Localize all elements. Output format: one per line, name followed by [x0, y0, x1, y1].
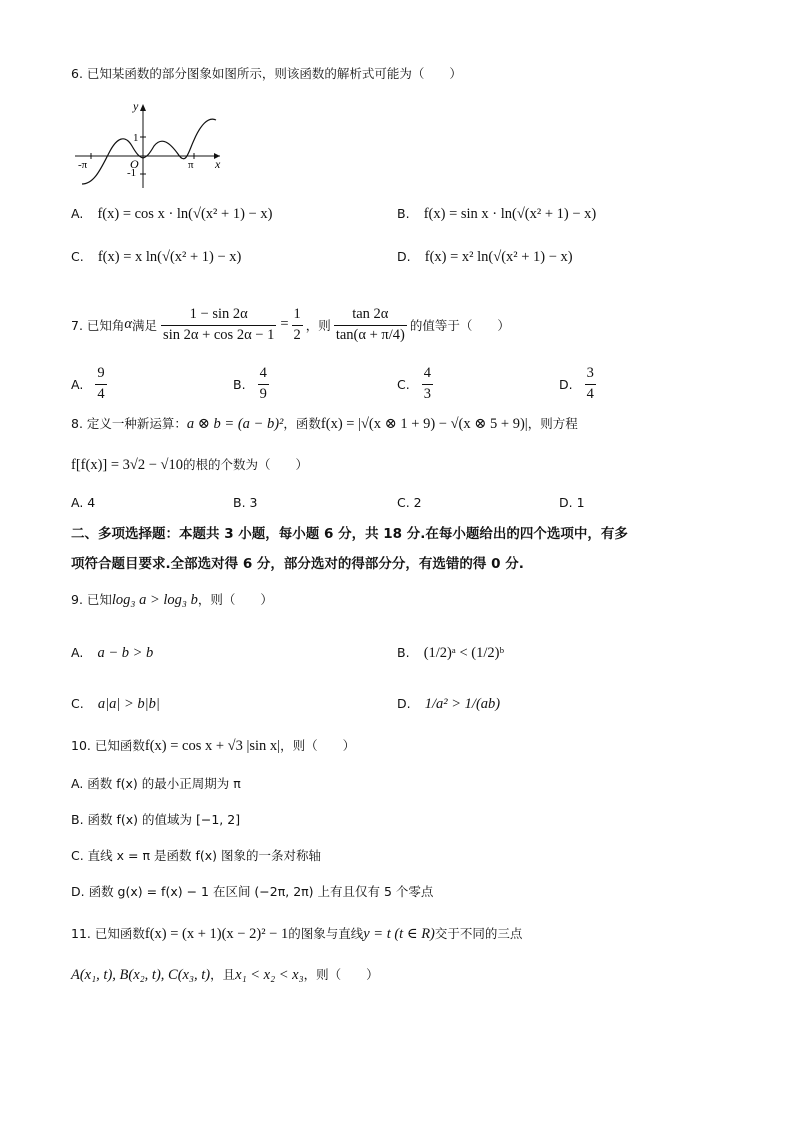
y-axis-arrow-icon: [140, 104, 146, 111]
option-expression: f(x) = x ln(√(x² + 1) − x): [97, 249, 242, 265]
q7-option-c[interactable]: C. 4 3: [397, 365, 431, 402]
q7-fraction-half: $\frac{1}{2}$: [293, 306, 301, 343]
q8-option-a[interactable]: A. 4: [71, 495, 96, 510]
q7-stem: 7. 已知角 α 满足 $\frac{1 - \sin 2\alpha}{\sin 2\alpha + \cos 2\alpha - 1}$ = $\frac{1}{2}$ ，则 tan 2α tan(α + π/4) 的值等于（ ）: [71, 306, 510, 343]
q7-option-a[interactable]: A. 9 4: [71, 365, 105, 402]
q9-option-a[interactable]: A. a − b > b: [71, 645, 154, 661]
option-label: D.: [397, 249, 411, 264]
q8-option-c[interactable]: C. 2: [397, 495, 422, 510]
graph-tick-pi: π: [188, 159, 194, 171]
graph-tick-neg-one: -1: [127, 167, 137, 179]
q7-fraction-1: $\frac{1 - \sin 2\alpha}{\sin 2\alpha + \cos 2\alpha - 1}$: [163, 306, 275, 343]
option-label: A.: [71, 206, 84, 221]
option-expression: f(x) = sin x · ln(√(x² + 1) − x): [423, 206, 597, 222]
q7-fraction-2: tan 2α tan(α + π/4): [335, 306, 405, 343]
option-expression: f(x) = x² ln(√(x² + 1) − x): [424, 249, 573, 265]
q11-stem-line-1: 11. 已知函数f(x) = (x + 1)(x − 2)² − 1的图象与直线y = t (t ∈ R)交于不同的三点: [71, 926, 523, 942]
q10-option-d[interactable]: D. 函数 g(x) = f(x) − 1 在区间 (−2π, 2π) 上有且仅有 5 个零点: [71, 884, 434, 899]
q10-option-a[interactable]: A. 函数 f(x) 的最小正周期为 π: [71, 776, 241, 791]
q8-option-b[interactable]: B. 3: [233, 495, 258, 510]
graph-origin-label: O: [130, 157, 139, 171]
option-fraction: 9 4: [97, 365, 105, 402]
graph-y-label: y: [133, 99, 139, 113]
q8-stem-line-1: 8. 定义一种新运算：a ⊗ b = (a − b)²，函数f(x) = |√(x ⊗ 1 + 9) − √(x ⊗ 5 + 9)|，则方程: [71, 416, 578, 432]
q10-option-b[interactable]: B. 函数 f(x) 的值域为 [−1, 2]: [71, 812, 241, 827]
graph-tick-one: 1: [133, 132, 139, 144]
q9-option-c[interactable]: C. a|a| > b|b|: [71, 696, 160, 712]
q11-stem-line-2: A(x₁, t), B(x₂, t), C(x₃, t)，且x₁ < x₂ < x₃，则（ ）: [71, 967, 379, 983]
option-fraction: 4 9: [259, 365, 267, 402]
q10-stem: 10. 已知函数f(x) = cos x + √3 |sin x|，则（ ）: [71, 738, 356, 754]
option-fraction: 3 4: [586, 365, 594, 402]
q9-stem: 9. 已知log₃ a > log₃ b，则（ ）: [71, 592, 273, 608]
q6-stem: 6. 已知某函数的部分图象如图所示，则该函数的解析式可能为（ ）: [71, 66, 462, 81]
option-label: C.: [71, 249, 84, 264]
q8-stem-line-2: f[f(x)] = 3√2 − √10的根的个数为（ ）: [71, 457, 309, 473]
q10-option-c[interactable]: C. 直线 x = π 是函数 f(x) 图象的一条对称轴: [71, 848, 321, 863]
option-expression: f(x) = cos x · ln(√(x² + 1) − x): [97, 206, 273, 222]
q6-option-d[interactable]: [397, 249, 573, 266]
q7-option-b[interactable]: B. 4 9: [233, 365, 267, 402]
q8-option-d[interactable]: D. 1: [559, 495, 585, 510]
graph-curve: [82, 119, 216, 184]
graph-x-label: x: [215, 157, 221, 171]
graph-tick-neg-pi: -π: [78, 159, 88, 171]
section-2-heading-line-1: 二、多项选择题：本题共 3 小题，每小题 6 分，共 18 分.在每小题给出的四个选项中，有多: [71, 526, 628, 542]
q9-option-b[interactable]: B. (1/2)ᵃ < (1/2)ᵇ: [397, 645, 504, 661]
option-fraction: 4 3: [423, 365, 431, 402]
q6-option-b[interactable]: [397, 206, 596, 223]
q7-option-d[interactable]: D. 3 4: [559, 365, 594, 402]
q6-option-c[interactable]: [71, 249, 241, 266]
option-label: B.: [397, 206, 410, 221]
q6-option-a[interactable]: [71, 206, 272, 223]
section-2-heading-line-2: 项符合题目要求.全部选对得 6 分，部分选对的得部分分，有选错的得 0 分.: [71, 556, 524, 572]
q9-option-d[interactable]: D. 1/a² > 1/(ab): [397, 696, 501, 712]
q6-function-graph: [70, 96, 230, 192]
